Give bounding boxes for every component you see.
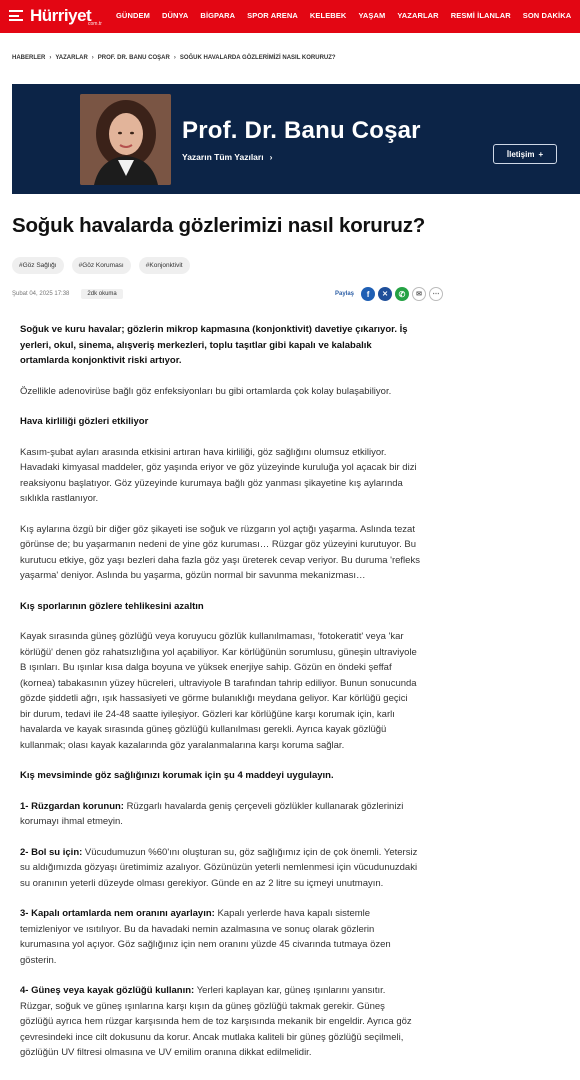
nav-item-yasam[interactable]: YAŞAM [358, 11, 386, 20]
article-paragraph: Kış aylarına özgü bir diğer göz şikayeti ise soğuk ve rüzgarın yol açtığı yaşarma. Aslında tezat görünse de; bu yaşarmanın nedeni de yine göz kuruması… Rüzgar göz yüzeyini kurutuyor. Bu kurutucu etkiye, göz yaşı bezleri daha fazla göz yaşı üreterek cevap veriyor. Bu duruma 'refleks yaşarma' deniyor. Aslında bu yaşarma, gözün normal bir savunma mekanizması… [20, 523, 420, 581]
nav-item-spor-arena[interactable]: SPOR ARENA [247, 11, 298, 20]
site-logo[interactable]: Hürriyet [30, 6, 92, 25]
more-icon[interactable]: ⋯ [429, 287, 443, 301]
article-paragraph: Kasım-şubat ayları arasında etkisini artıran hava kirliliği, göz sağlığını olumsuz etkiliyor. Havadaki kimyasal maddeler, göz yaşında eriyor ve göz yüzeyinde kuruluğa yol açacak bir dizi reaksiyonu başlatıyor. Göz yüzeyinde kurumaya bağlı göz yanması şikayetine kış aylarında sıklıkla rastlanıyor. [20, 446, 417, 504]
author-banner [12, 84, 580, 194]
breadcrumb [12, 55, 336, 61]
list-item-text: Yerleri kaplayan kar, güneş ışınlarını yansıtır. Rüzgar, soğuk ve güneş ışınlarına karşı kışın da güneş gözlüğü takmak gerekir. Güneş gözlüğü ayrıca hem rüzgar karşısında hem de toz karşısında mekanik bir engeldir. Ayrıca göz çevresindeki ince cilt dokusunu da korur. Ancak mutlaka kaliteli bir güneş gözlüğü seçilmeli, gözlüğün UV filtresi olmasına ve UV emilim oranına dikkat edilmelidir. [20, 985, 412, 1058]
author-all-posts-link[interactable] [182, 152, 272, 162]
contact-button[interactable] [493, 144, 557, 164]
list-item-text: Vücudumuzun %60'ını oluşturan su, göz sağlığımız için de çok önemli. Yetersiz su aldığımızda gözyaşı üretimimiz azalıyor. Gözünüzün yeterli nemlenmesi için vücudunuzdaki su oranının yeterli düzeyde olması gerekiyor. Günde en az 2 litre su içmeyi unutmayın. [20, 846, 418, 889]
article-subheading: Hava kirliliği gözleri etkiliyor [20, 416, 149, 427]
list-item [20, 983, 420, 1061]
list-item-title: 1- Rüzgardan korunun: [20, 800, 124, 812]
x-twitter-icon[interactable]: ✕ [378, 287, 392, 301]
article-lead: Soğuk ve kuru havalar; gözlerin mikrop kapmasına (konjonktivit) davetiye çıkarıyor. İş yerleri, okul, sinema, alışveriş merkezleri, toplu taşıtlar gibi kapalı ve kalabalık ortamlarda konjonktivit riski artıyor. [20, 324, 408, 366]
tag-list [12, 257, 190, 274]
list-item-title: 4- Güneş veya kayak gözlüğü kullanın: [20, 985, 195, 996]
article-title: Soğuk havalarda gözlerimizi nasıl koruruz? [12, 214, 426, 237]
tag-konjonktivit[interactable]: #Konjonktivit [139, 257, 190, 274]
site-logo-domain: com.tr [88, 21, 102, 27]
list-item [20, 799, 420, 830]
chevron-right-icon: › [269, 152, 273, 162]
chevron-right-icon: › [173, 55, 176, 61]
publish-date: Şubat 04, 2025 17:38 [12, 291, 70, 297]
nav-item-yazarlar[interactable]: YAZARLAR [397, 11, 439, 20]
nav-item-kelebek[interactable]: KELEBEK [309, 11, 347, 20]
breadcrumb-author[interactable]: PROF. DR. BANU COŞAR [97, 55, 170, 61]
author-name[interactable]: Prof. Dr. Banu Coşar [182, 117, 421, 144]
mail-icon[interactable]: ✉ [412, 287, 426, 301]
article-body [20, 322, 420, 1061]
tag-goz-sagligi[interactable]: #Göz Sağlığı [12, 257, 64, 274]
breadcrumb-haberler[interactable]: HABERLER [12, 55, 46, 61]
article-paragraph: Kayak sırasında güneş gözlüğü veya koruyucu gözlük kullanılmaması, 'fotokeratit' veya 'kar körlüğü' denen göz rahatsızlığına yol açabiliyor. Kar körlüğünün sorumlusu, güneşin ultraviyole B ışınları. Bu ışınlar kısa dalga boyuna ve yüksek enerjiye sahip. Gözün en öndeki şeffaf (kornea) tabakasının yüzey hücreleri, ultraviyole B tarafından tahrip ediliyor. Bunun sonucunda gözde şiddetli ağrı, ışık hassasiyeti ve görme bulanıklığı meydana geliyor. Kar körlüğü geçici bir durum, tedavi ile 24-48 saatte iyileşiyor. Gözleri kar körlüğüne karşı korumak için, karlı havalarda ve kayak sırasında güneş gözlüğü kullanılması gerekli. Ayrıca kayak gözlüğü kullanmak; olası kayak kazalarında göz yaralanmalarına karşı koruma sağlar. [20, 631, 417, 751]
menu-icon[interactable] [9, 10, 23, 21]
share-label: Paylaş [335, 291, 355, 297]
nav-item-resmi-ilanlar[interactable]: RESMİ İLANLAR [450, 11, 511, 20]
top-navigation [0, 0, 580, 33]
contact-button-label: İletişim [506, 149, 535, 159]
list-item-text: Kapalı yerlerde hava kapalı sistemle temizleniyor ve ısıtılıyor. Bu da havadaki nemin azalmasına ve sonuç olarak gözlerin kurumasına yol açıyor. Göz sağlığınız için nem oranını yüzde 45 civarında tutmaya özen gösterin. [20, 908, 391, 966]
list-item-title: 2- Bol su için: [20, 846, 83, 858]
author-all-posts-label: Yazarın Tüm Yazıları [182, 152, 264, 162]
whatsapp-icon[interactable]: ✆ [395, 287, 409, 301]
nav-item-son-dakika[interactable]: SON DAKİKA [522, 11, 572, 20]
article-subheading: Kış sporlarının gözlere tehlikesini azaltın [20, 600, 204, 612]
list-item-text: Rüzgarlı havalarda geniş çerçeveli gözlükler kullanarak gözlerinizi korumayı ihmal etmeyin. [20, 800, 404, 827]
nav-item-dunya[interactable]: DÜNYA [161, 11, 189, 20]
author-avatar[interactable] [80, 94, 171, 185]
facebook-icon[interactable]: f [361, 287, 375, 301]
nav-item-bigpara[interactable]: BİGPARA [200, 11, 236, 20]
chevron-right-icon: › [91, 55, 94, 61]
article-meta [12, 289, 123, 299]
plus-icon: + [538, 149, 544, 159]
article-paragraph: Özellikle adenovirüse bağlı göz enfeksiyonları bu gibi ortamlarda çok kolay bulaşabiliyor. [20, 385, 392, 397]
tag-goz-korumasi[interactable]: #Göz Koruması [72, 257, 131, 274]
nav-item-gundem[interactable]: GÜNDEM [116, 11, 150, 20]
list-item [20, 845, 420, 892]
article-subheading: Kış mevsiminde göz sağlığınızı korumak için şu 4 maddeyi uygulayın. [20, 770, 334, 781]
list-item-title: 3- Kapalı ortamlarda nem oranını ayarlayın: [20, 908, 215, 919]
share-bar [335, 287, 443, 301]
read-time-badge: 2dk okuma [81, 289, 122, 299]
chevron-right-icon: › [49, 55, 52, 61]
breadcrumb-current: SOĞUK HAVALARDA GÖZLERİMİZİ NASIL KORURUZ? [179, 55, 336, 61]
nav-menu [116, 11, 571, 20]
breadcrumb-yazarlar[interactable]: YAZARLAR [55, 55, 88, 61]
list-item [20, 906, 420, 968]
